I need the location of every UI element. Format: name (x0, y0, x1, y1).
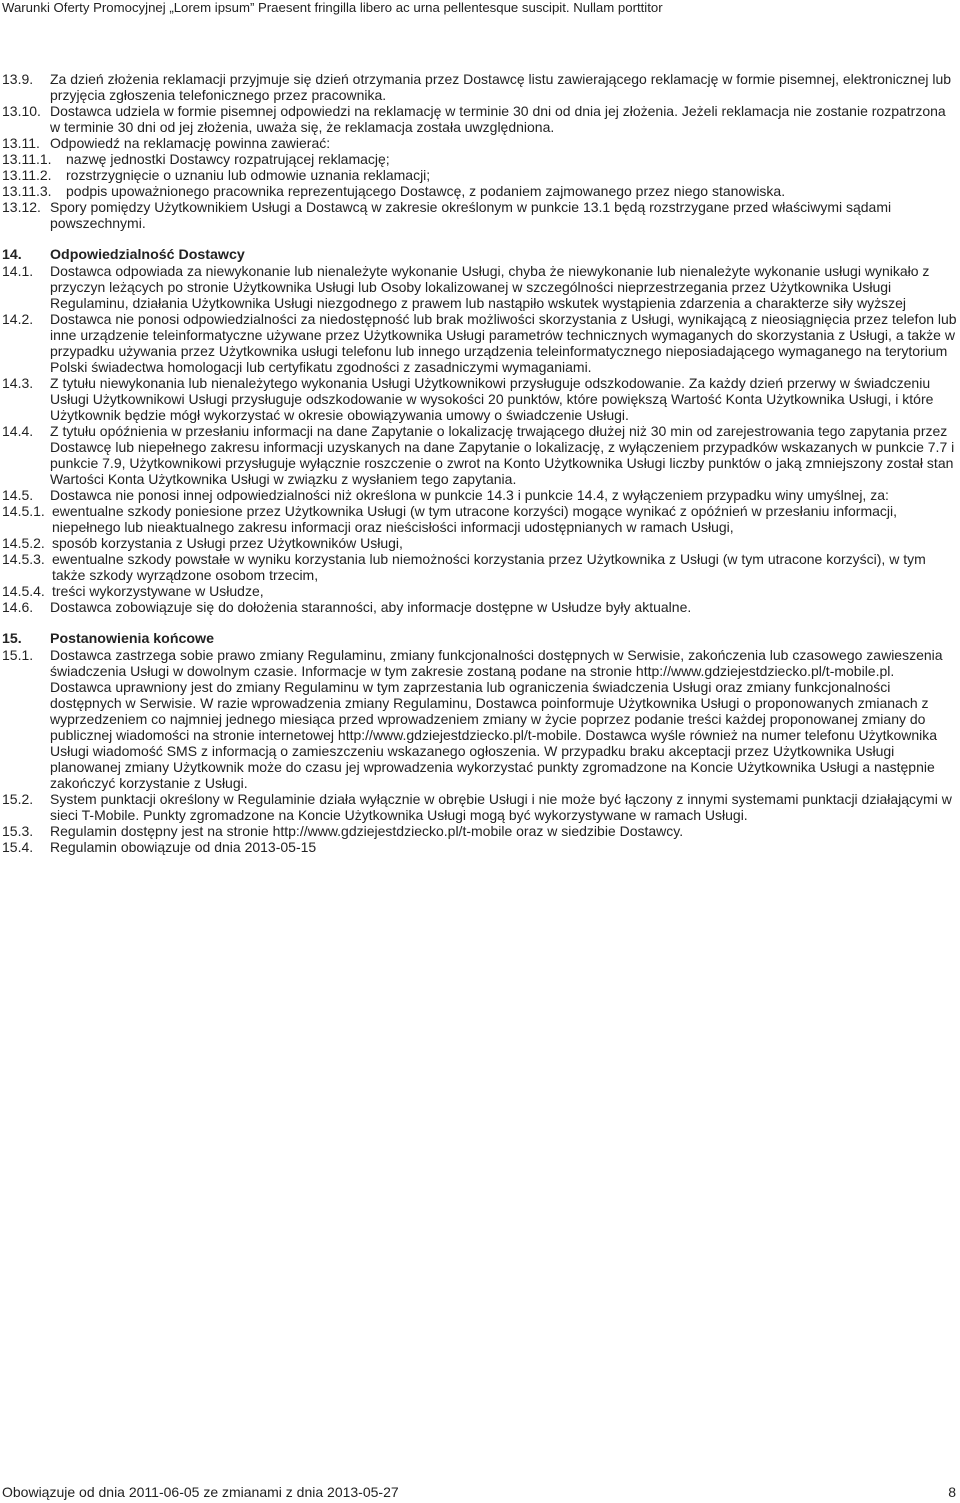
clause-text: Dostawca zobowiązuje się do dołożenia staranności, aby informacje dostępne w Usłudze były aktualne. (50, 599, 692, 615)
clause-14-5 (2, 487, 958, 503)
clause-13-9 (2, 71, 958, 103)
clause-14-4 (2, 423, 958, 487)
section-heading-15 (2, 631, 958, 647)
clause-number: 13.12. (2, 199, 41, 215)
clause-number: 14.3. (2, 375, 34, 391)
clause-number: 15.3. (2, 823, 34, 839)
clause-14-5-2 (2, 535, 958, 551)
clause-text: sposób korzystania z Usługi przez Użytkowników Usługi, (52, 535, 403, 551)
clause-15-3 (2, 823, 958, 839)
clause-number: 13.11.1. (2, 151, 52, 167)
clause-text: Regulamin dostępny jest na stronie http://www.gdziejestdziecko.pl/t-mobile oraz w siedzibie Dostawcy. (50, 823, 684, 839)
clause-text: podpis upoważnionego pracownika reprezentującego Dostawcę, z podaniem zajmowanego przez niego stanowiska. (66, 183, 786, 199)
section-title: Postanowienia końcowe (50, 631, 214, 647)
clause-number: 13.10. (2, 103, 41, 119)
clause-number: 14.4. (2, 423, 34, 439)
clause-text: Dostawca nie ponosi odpowiedzialności za niedostępność lub brak możliwości skorzystania z Usługi, wynikającą z nieosiągnięcia przez telefon lub inne urządzenie teleinformatyczne używane przez Użytkownika Usługi parametrów technicznych wymaganych do skorzystania z Usługi, a także w przypadku używania przez Użytkownika usługi telefonu lub innego urządzenia teleinformatycznego nieposiadającego wymaganego na terytorium Polski świadectwa homologacji lub certyfikatu zgodności z zasadniczymi wymaganiami. (50, 311, 957, 375)
clause-text: Z tytułu opóźnienia w przesłaniu informacji na dane Zapytanie o lokalizację trwającego dłużej niż 30 min od zarejestrowania tego zapytania przez Dostawcę lub niepełnego zakresu informacji uzyskanych na dane Zapytanie o lokalizację, z wyłączeniem przypadków wskazanych w punkcie 7.7 i punkcie 7.9, Użytkownikowi przysługuje wyłącznie roszczenie o zwrot na Konto Użytkownika Usługi liczby punktów o jaką zmniejszony został stan Wartości Konta Użytkownika Usługi w związku z wysłaniem tego zapytania. (50, 423, 955, 487)
clause-14-1 (2, 263, 958, 311)
clause-number: 14.5. (2, 487, 34, 503)
clause-13-11-2 (2, 167, 958, 183)
document-body (2, 71, 958, 855)
clause-number: 14.5.1. (2, 503, 45, 519)
clause-text: treści wykorzystywane w Usłudze, (52, 583, 264, 599)
clause-text: rozstrzygnięcie o uznaniu lub odmowie uznania reklamacji; (66, 167, 431, 183)
section-title: Odpowiedzialność Dostawcy (50, 247, 245, 263)
clause-text: Z tytułu niewykonania lub nienależytego wykonania Usługi Użytkownikowi przysługuje odszkodowanie. Za każdy dzień przerwy w świadczeniu Usługi Użytkownikowi Usługi przysługuje odszkodowanie w wysokości 20 punktów, które powiększą Wartość Konta Użytkownika Usługi, i które Użytkownik będzie mógł wykorzystać w okresie obowiązywania umowy o świadczenie Usługi. (50, 375, 934, 423)
section-number: 14. (2, 247, 22, 263)
clause-number: 13.9. (2, 71, 34, 87)
clause-14-6 (2, 599, 958, 615)
clause-15-2 (2, 791, 958, 823)
clause-15-4 (2, 839, 958, 855)
clause-text: ewentualne szkody poniesione przez Użytkownika Usługi (w tym utracone korzyści) mogące wynikać z opóźnień w przesłaniu informacji, niepełnego lub nieaktualnego zakresu informacji oraz nieścisłości informacji udostępnianych w ramach Usługi, (52, 503, 898, 535)
clause-13-11-1 (2, 151, 958, 167)
clause-text: Regulamin obowiązuje od dnia 2013-05-15 (50, 839, 317, 855)
document-header: Warunki Oferty Promocyjnej „Lorem ipsum” Praesent fringilla libero ac urna pellentesque suscipit. Nullam porttitor (2, 0, 663, 15)
clause-text: Dostawca odpowiada za niewykonanie lub nienależyte wykonanie Usługi, chyba że niewykonanie lub nienależyte wykonanie usługi wynikało z przyczyn leżących po stronie Użytkownika Usługi lub Osoby lokalizowanej w szczególności nieprzestrzegania przez Użytkownika Usługi Regulaminu, działania Użytkownika Usługi niezgodnego z prawem lub nastąpiło wskutek wystąpienia zdarzenia a charakterze siły wyższej (50, 263, 930, 311)
clause-14-5-1 (2, 503, 958, 535)
clause-14-3 (2, 375, 958, 423)
clause-number: 14.5.4. (2, 583, 45, 599)
section-number: 15. (2, 631, 22, 647)
clause-13-11-3 (2, 183, 958, 199)
clause-text: nazwę jednostki Dostawcy rozpatrującej reklamację; (66, 151, 390, 167)
clause-number: 15.2. (2, 791, 34, 807)
clause-text: Za dzień złożenia reklamacji przyjmuje się dzień otrzymania przez Dostawcę listu zawierającego reklamację w formie pisemnej, elektronicznej lub przyjęcia zgłoszenia telefonicznego przez pracownika. (50, 71, 952, 103)
clause-number: 13.11.3. (2, 183, 52, 199)
clause-14-5-3 (2, 551, 958, 583)
clause-text: ewentualne szkody powstałe w wyniku korzystania lub niemożności korzystania przez Użytkownika z Usługi (w tym utracone korzyści), w tym także szkody wyrządzone osobom trzecim, (52, 551, 926, 583)
clause-text: Odpowiedź na reklamację powinna zawierać: (50, 135, 331, 151)
clause-text: Dostawca zastrzega sobie prawo zmiany Regulaminu, zmiany funkcjonalności dostępnych w Serwisie, zakończenia lub czasowego zawieszenia świadczenia Usługi w dowolnym czasie. Informacje w tym zakresie zostaną podane na stronie http://www.gdziejestdziecko.pl/t-mobile.pl. Dostawca uprawniony jest do zmiany Regulaminu w tym zaprzestania lub ograniczenia świadczenia Usługi oraz zmiany funkcjonalności dostępnych w Serwisie. W razie wprowadzenia zmiany Regulaminu, Dostawca poinformuje Użytkownika Usługi o proponowanych zmianach z wyprzedzeniem co najmniej jednego miesiąca przed wprowadzeniem zmiany w życie poprzez podanie treści każdej proponowanej zmiany do publicznej wiadomości na stronie internetowej http://www.gdziejestdziecko.pl/t-mobile. Dostawca wyśle również na numer telefonu Użytkownika Usługi wiadomość SMS z informacją o zamieszczeniu wskazanego ogłoszenia. W przypadku braku akceptacji przez Użytkownika Usługi planowanej zmiany Użytkownik może do czasu jej wprowadzenia wykorzystać punkty zgromadzone na Koncie Użytkownika Usługi a następnie zakończyć korzystanie z Usługi. (50, 647, 943, 791)
clause-text: System punktacji określony w Regulaminie działa wyłącznie w obrębie Usługi i nie może być łączony z innymi systemami punktacji działającymi w sieci T-Mobile. Punkty zgromadzone na Koncie Użytkownika Usługi mogą być wykorzystywane w ramach Usługi. (50, 791, 952, 823)
footer-validity-text: Obowiązuje od dnia 2011-06-05 ze zmianami z dnia 2013-05-27 (2, 1484, 399, 1500)
clause-13-12 (2, 199, 958, 231)
clause-13-10 (2, 103, 958, 135)
clause-number: 14.5.3. (2, 551, 45, 567)
document-footer (2, 1484, 956, 1500)
clause-14-2 (2, 311, 958, 375)
clause-number: 15.4. (2, 839, 34, 855)
page-number: 8 (948, 1484, 956, 1500)
section-heading-14 (2, 247, 958, 263)
clause-number: 14.2. (2, 311, 34, 327)
clause-number: 14.1. (2, 263, 34, 279)
clause-number: 15.1. (2, 647, 34, 663)
clause-text: Dostawca udziela w formie pisemnej odpowiedzi na reklamację w terminie 30 dni od dnia jej złożenia. Jeżeli reklamacja nie zostanie rozpatrzona w terminie 30 dni od jej złożenia, uważa się, że reklamacja została uwzględniona. (50, 103, 946, 135)
clause-number: 13.11. (2, 135, 40, 151)
clause-text: Dostawca nie ponosi innej odpowiedzialności niż określona w punkcie 14.3 i punkcie 14.4, z wyłączeniem przypadku winy umyślnej, za: (50, 487, 889, 503)
clause-15-1 (2, 647, 958, 791)
clause-14-5-4 (2, 583, 958, 599)
clause-number: 14.5.2. (2, 535, 45, 551)
clause-number: 14.6. (2, 599, 34, 615)
clause-13-11 (2, 135, 958, 151)
clause-number: 13.11.2. (2, 167, 52, 183)
clause-text: Spory pomiędzy Użytkownikiem Usługi a Dostawcą w zakresie określonym w punkcie 13.1 będą rozstrzygane przed właściwymi sądami powszechnymi. (50, 199, 892, 231)
